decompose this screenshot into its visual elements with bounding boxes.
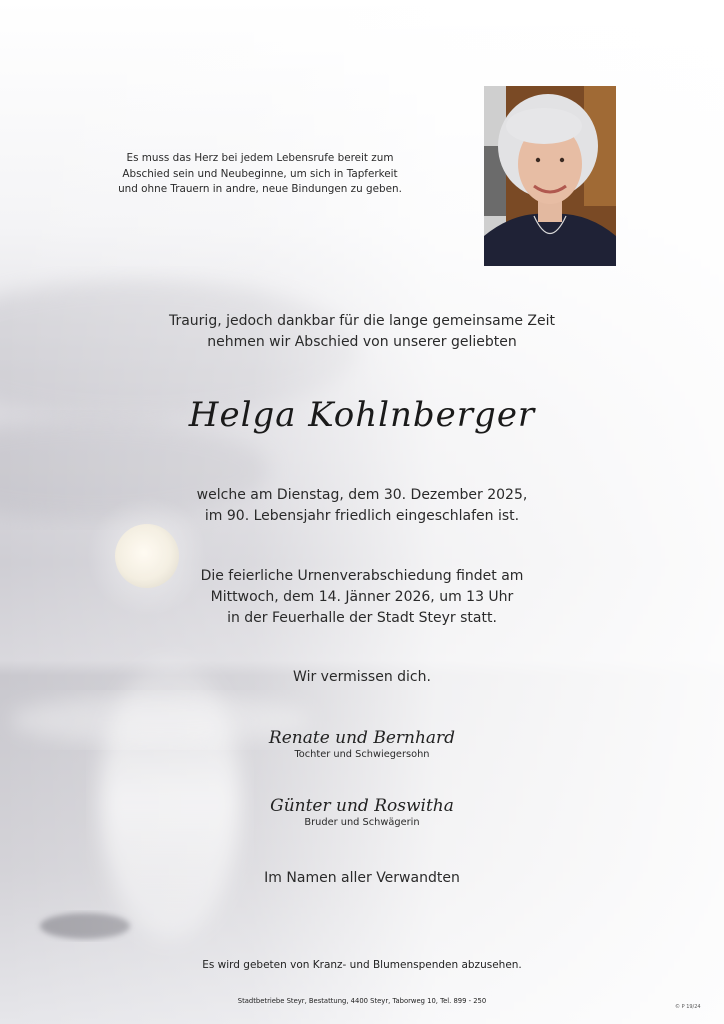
intro-line: Traurig, jedoch dankbar für die lange gemeinsame Zeit [168, 313, 556, 329]
relatives-text: Im Namen aller Verwandten [264, 870, 460, 886]
intro-line: nehmen wir Abschied von unserer geliebten [207, 334, 517, 350]
deceased-name: Helga Kohlnberger [188, 395, 536, 435]
quote-line: Es muss das Herz bei jedem Lebensrufe bereit zum [126, 152, 394, 164]
quote [100, 151, 420, 198]
mourner-names: Renate und Bernhard [268, 728, 456, 748]
quote-line: und ohne Trauern in andre, neue Bindungen zu geben. [118, 183, 402, 195]
missing-text: Wir vermissen dich. [293, 669, 431, 685]
donation-notice: Es wird gebeten von Kranz- und Blumenspenden abzusehen. [202, 959, 522, 971]
mourner-relation: Bruder und Schwägerin [304, 817, 420, 828]
death-info-line: welche am Dienstag, dem 30. Dezember 2025, [196, 487, 528, 503]
death-info-line: im 90. Lebensjahr friedlich eingeschlafen ist. [204, 508, 520, 524]
portrait-photo [484, 86, 616, 266]
ceremony-info [0, 566, 724, 629]
death-info [0, 485, 724, 527]
ceremony-line: Die feierliche Urnenverabschiedung findet am [200, 568, 524, 584]
corner-mark: © P 19/24 [675, 1004, 701, 1010]
ceremony-line: in der Feuerhalle der Stadt Steyr statt. [227, 610, 497, 626]
mourner-relation: Tochter und Schwiegersohn [294, 749, 430, 760]
mourner-names: Günter und Roswitha [270, 796, 454, 816]
quote-line: Abschied sein und Neubeginne, um sich in Tapferkeit [122, 167, 398, 180]
ceremony-line: Mittwoch, dem 14. Jänner 2026, um 13 Uhr [210, 589, 514, 605]
intro-text [0, 311, 724, 353]
footer-address: Stadtbetriebe Steyr, Bestattung, 4400 Steyr, Taborweg 10, Tel. 899 - 250 [237, 997, 487, 1005]
